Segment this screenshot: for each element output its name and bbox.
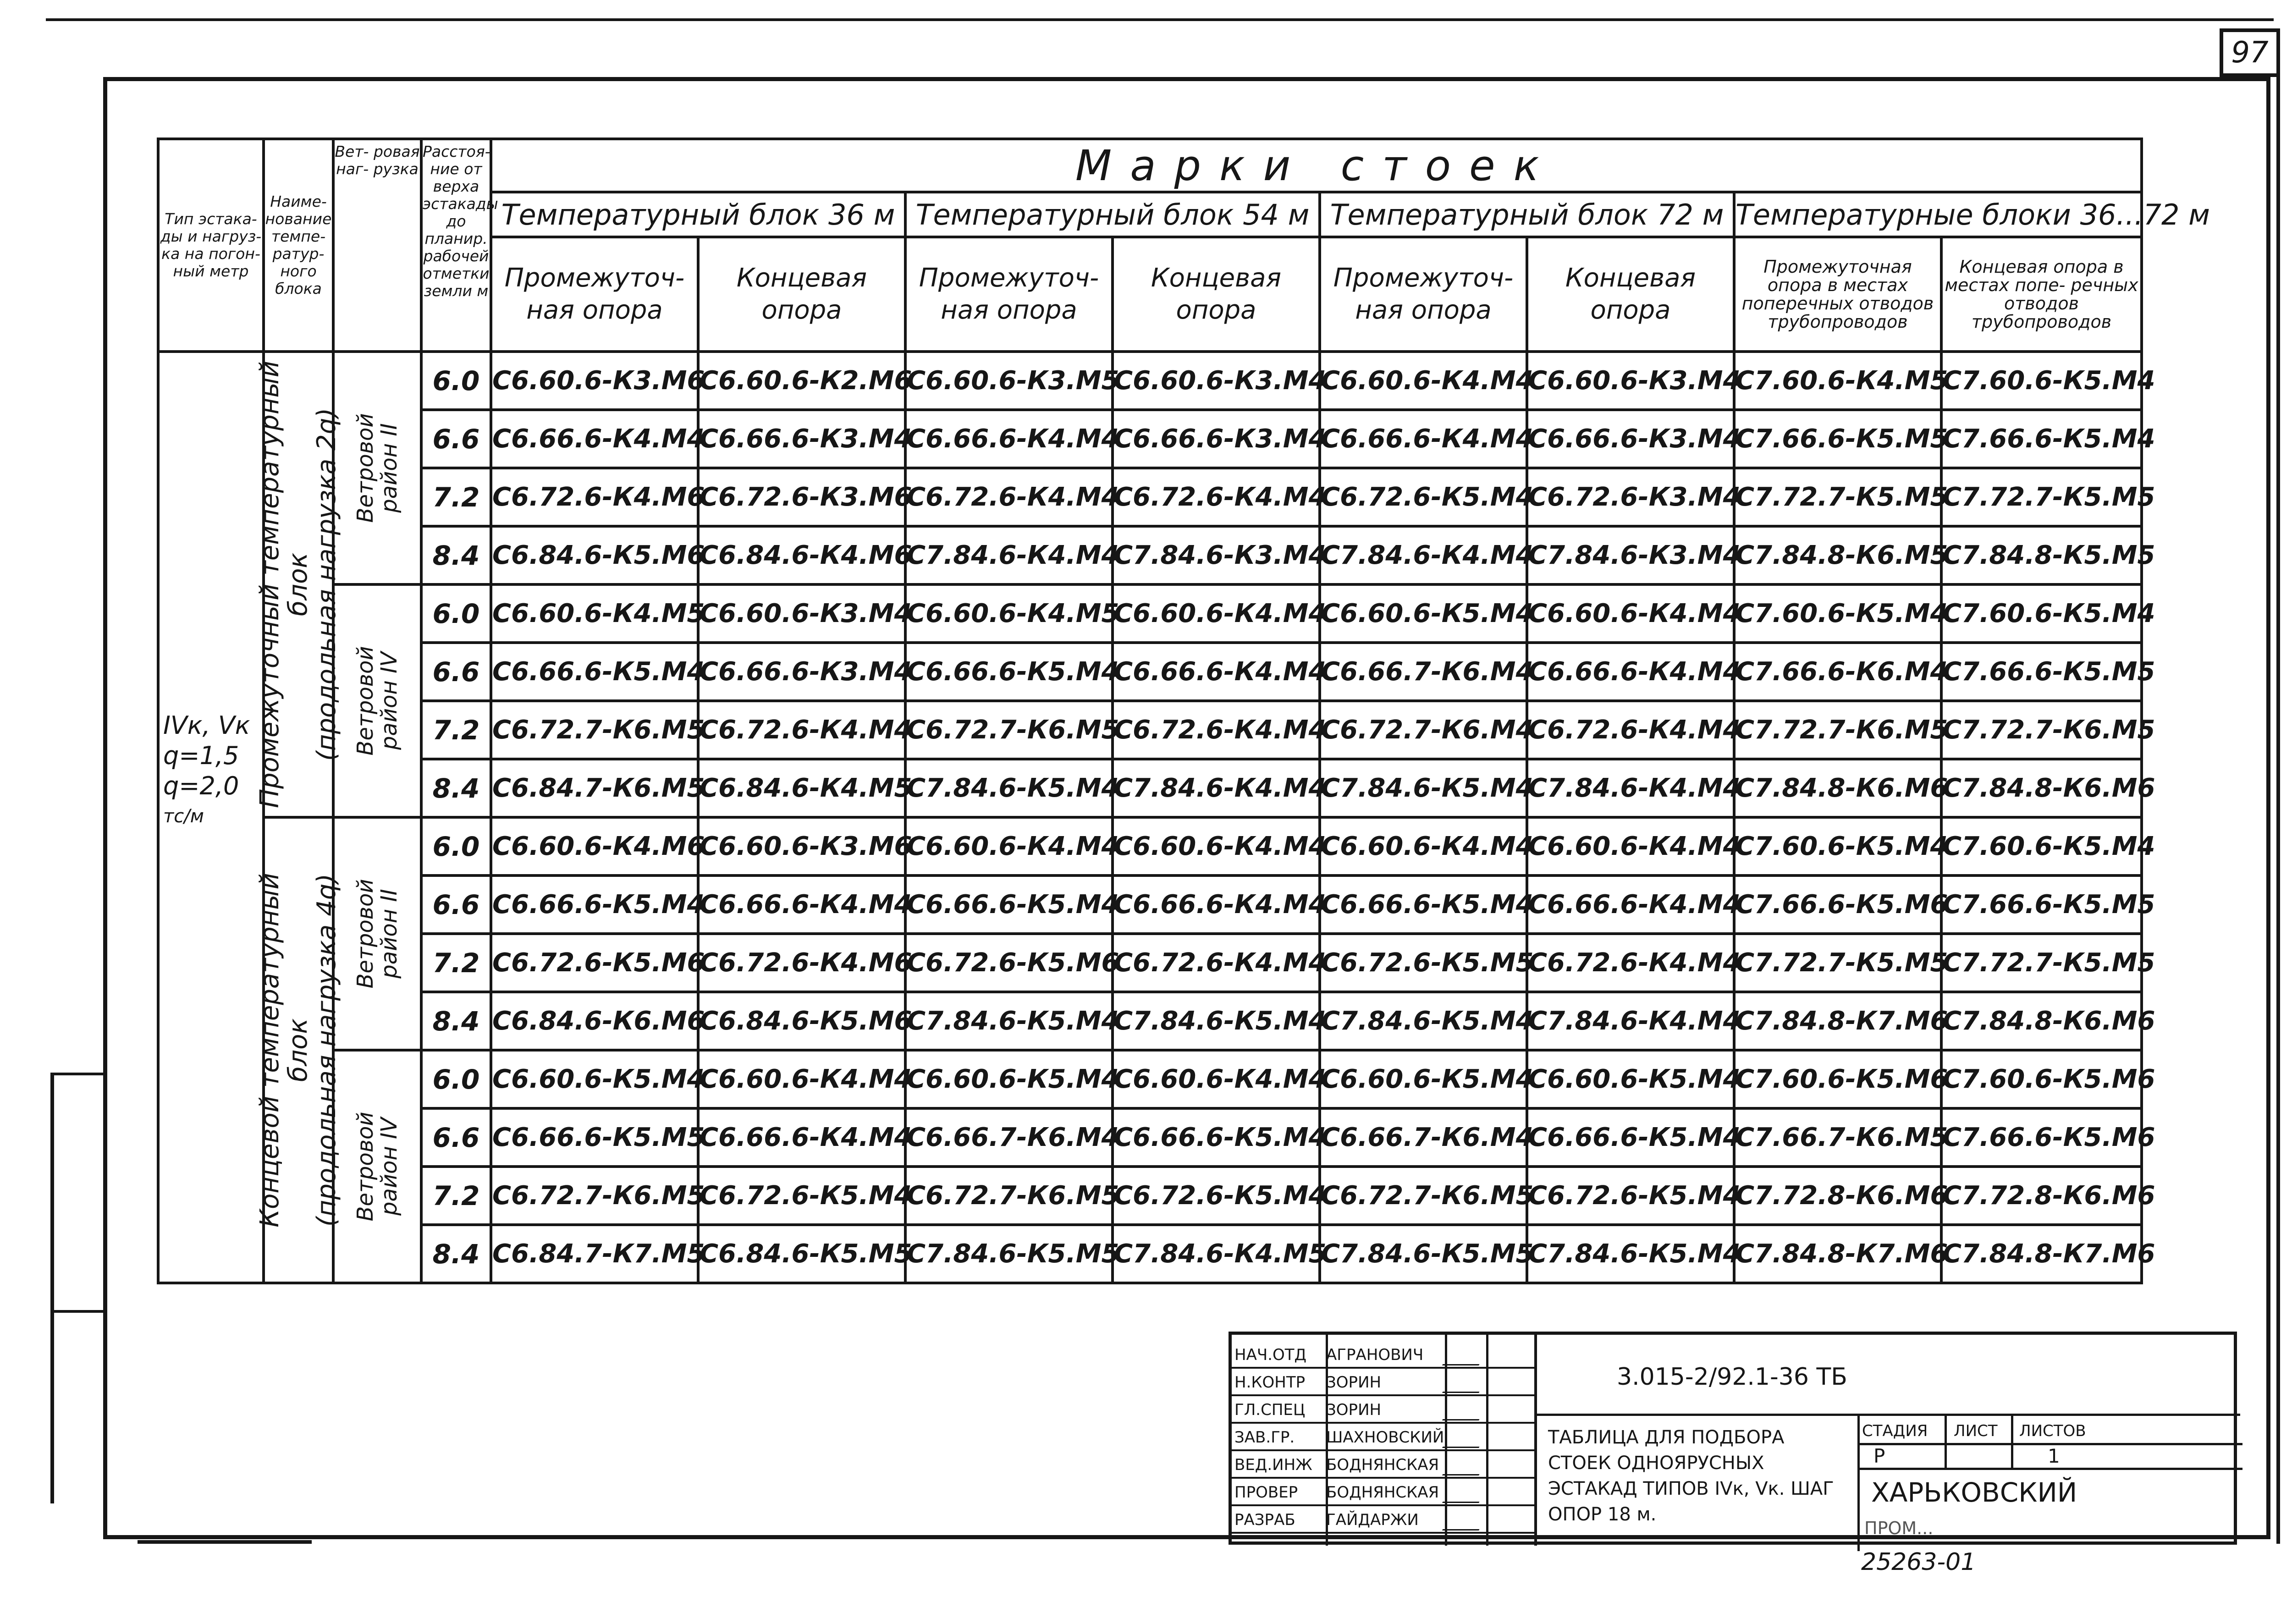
table-row bbox=[158, 352, 2142, 410]
distance-value: 6.6 bbox=[421, 643, 491, 701]
document-code: 3.015-2/92.1-36 ТБ bbox=[1617, 1363, 1847, 1391]
stand-mark-cell: С7.84.6-К4.М4 bbox=[1527, 992, 1734, 1050]
wind-region-wrap bbox=[335, 1051, 420, 1282]
support-header: Промежуточ- ная опора bbox=[491, 237, 698, 352]
stand-mark-cell: С7.66.6-К5.М5 bbox=[1941, 643, 2142, 701]
left-tick-line bbox=[50, 1310, 105, 1313]
block-72-header: Температурный блок 72 м bbox=[1320, 192, 1734, 237]
wind-distance-header-cell bbox=[333, 139, 498, 352]
table-row bbox=[158, 701, 2142, 759]
stand-mark-cell: С7.84.6-К4.М4 bbox=[1527, 759, 1734, 817]
stand-mark-cell: С6.84.6-К5.М6 bbox=[698, 992, 905, 1050]
stand-mark-cell: С6.72.6-К4.М4 bbox=[1113, 934, 1320, 992]
support-header: Промежуточ- ная опора bbox=[905, 237, 1113, 352]
signature-role: ЗАВ.ГР. bbox=[1234, 1428, 1295, 1447]
stand-mark-cell: С7.60.6-К5.М4 bbox=[1734, 584, 1941, 643]
wind-distance-header-inner bbox=[335, 140, 498, 350]
distance-value: 7.2 bbox=[421, 468, 491, 526]
handwritten-signature bbox=[1442, 1371, 1489, 1393]
stand-mark-cell: С6.84.6-К5.М6 bbox=[491, 526, 698, 584]
stand-mark-cell: С7.66.7-К6.М5 bbox=[1734, 1108, 1941, 1167]
stand-mark-cell: С7.66.6-К5.М6 bbox=[1941, 1108, 2142, 1167]
stand-mark-cell: С7.84.6-К5.М5 bbox=[1320, 1225, 1527, 1283]
stand-mark-cell: С6.72.6-К5.М4 bbox=[1320, 468, 1527, 526]
stand-mark-cell: С7.84.6-К5.М4 bbox=[1113, 992, 1320, 1050]
stand-mark-cell: С7.84.6-К3.М4 bbox=[1527, 526, 1734, 584]
stand-mark-cell: С7.72.7-К5.М5 bbox=[1941, 934, 2142, 992]
stand-mark-cell: С6.60.6-К4.М4 bbox=[1113, 1050, 1320, 1108]
stand-mark-cell: С6.60.6-К4.М4 bbox=[1527, 584, 1734, 643]
title-block-divider bbox=[1857, 1468, 2242, 1470]
table-row bbox=[158, 1225, 2142, 1283]
stand-mark-cell: С6.72.6-К4.М4 bbox=[1113, 701, 1320, 759]
wind-region-cell bbox=[333, 817, 421, 1050]
stand-mark-cell: С7.66.6-К6.М4 bbox=[1734, 643, 1941, 701]
stand-mark-cell: С6.66.6-К4.М4 bbox=[698, 875, 905, 934]
distance-value: 6.0 bbox=[421, 584, 491, 643]
wind-region-wrap bbox=[335, 586, 420, 816]
signature-name: ГАЙДАРЖИ bbox=[1326, 1511, 1419, 1529]
block-group-label bbox=[256, 873, 341, 1227]
stand-mark-cell: С7.84.6-К5.М4 bbox=[1527, 1225, 1734, 1283]
support-header: Концевая опора bbox=[1527, 237, 1734, 352]
signature-row-divider bbox=[1232, 1477, 1534, 1479]
stand-mark-cell: С7.84.8-К6.М6 bbox=[1941, 992, 2142, 1050]
stand-mark-cell: С6.84.6-К5.М5 bbox=[698, 1225, 905, 1283]
stand-mark-cell: С7.72.8-К6.М6 bbox=[1734, 1167, 1941, 1225]
wind-region-label bbox=[353, 1112, 401, 1221]
stand-mark-cell: С7.66.6-К5.М6 bbox=[1734, 875, 1941, 934]
stage-label: СТАДИЯ bbox=[1862, 1422, 1928, 1440]
stand-mark-cell: С7.60.6-К5.М6 bbox=[1734, 1050, 1941, 1108]
stand-mark-cell: С6.60.6-К3.М6 bbox=[491, 352, 698, 410]
stand-mark-cell: С6.72.7-К6.М5 bbox=[905, 1167, 1113, 1225]
stage-value: Р bbox=[1873, 1445, 1885, 1467]
stand-mark-cell: С6.60.6-К5.М4 bbox=[905, 1050, 1113, 1108]
stand-mark-cell: С6.60.6-К4.М5 bbox=[905, 584, 1113, 643]
stand-mark-cell: С7.66.6-К5.М4 bbox=[1941, 410, 2142, 468]
wind-region-line: район II bbox=[376, 889, 402, 979]
stand-mark-cell: С6.72.7-К6.М4 bbox=[1320, 701, 1527, 759]
stand-mark-cell: С6.66.7-К6.М4 bbox=[905, 1108, 1113, 1167]
block-group-cell bbox=[255, 352, 342, 817]
stand-mark-cell: С6.72.7-К6.М5 bbox=[1320, 1167, 1527, 1225]
handwritten-signature bbox=[1442, 1426, 1489, 1448]
stand-mark-cell: С7.60.6-К5.М4 bbox=[1734, 817, 1941, 875]
distance-value: 8.4 bbox=[421, 1225, 491, 1283]
stand-mark-cell: С7.84.8-К7.М6 bbox=[1734, 992, 1941, 1050]
signature-row-divider bbox=[1232, 1449, 1534, 1451]
stand-mark-cell: С6.66.6-К3.М4 bbox=[698, 643, 905, 701]
stand-mark-cell: С6.66.6-К4.М4 bbox=[905, 410, 1113, 468]
sheets-label: ЛИСТОВ bbox=[2019, 1422, 2086, 1440]
stand-mark-cell: С7.84.6-К4.М4 bbox=[1320, 526, 1527, 584]
type-cell-line: тс/м bbox=[163, 806, 204, 827]
wind-region-wrap bbox=[335, 819, 420, 1049]
stand-mark-cell: С6.72.7-К6.М5 bbox=[491, 701, 698, 759]
distance-value: 6.6 bbox=[421, 875, 491, 934]
wind-region-label bbox=[353, 879, 401, 988]
support-header: Концевая опора bbox=[1113, 237, 1320, 352]
signature-row-divider bbox=[1232, 1394, 1534, 1396]
distance-value: 6.0 bbox=[421, 1050, 491, 1108]
signature-name: БОДНЯНСКАЯ bbox=[1326, 1456, 1439, 1474]
stand-mark-cell: С6.72.7-К6.М5 bbox=[905, 701, 1113, 759]
stand-mark-cell: С6.60.6-К4.М4 bbox=[1320, 817, 1527, 875]
wind-region-wrap bbox=[335, 353, 420, 583]
wind-region-label bbox=[353, 646, 401, 755]
handwritten-signature bbox=[1442, 1399, 1489, 1420]
signature-role: РАЗРАБ bbox=[1234, 1511, 1295, 1529]
block-group-wrap bbox=[255, 353, 342, 816]
block-group-cell bbox=[255, 817, 342, 1283]
stand-mark-cell: С7.84.6-К5.М4 bbox=[905, 992, 1113, 1050]
title-block-divider bbox=[1534, 1335, 1537, 1546]
stand-mark-cell: С6.72.6-К3.М6 bbox=[698, 468, 905, 526]
signature-role: ГЛ.СПЕЦ bbox=[1234, 1401, 1306, 1419]
wind-region-line: Ветровой bbox=[353, 1112, 378, 1222]
stand-mark-cell: С7.84.6-К5.М5 bbox=[905, 1225, 1113, 1283]
type-header: Тип эстака- ды и нагруз- ка на погон- ный метр bbox=[158, 139, 264, 352]
signature-name: АГРАНОВИЧ bbox=[1326, 1346, 1424, 1364]
wind-region-line: район II bbox=[376, 423, 402, 513]
stand-mark-cell: С7.84.8-К6.М6 bbox=[1941, 759, 2142, 817]
signature-row-divider bbox=[1232, 1367, 1534, 1369]
sheet-number: 97 bbox=[2220, 28, 2280, 77]
distance-value: 7.2 bbox=[421, 701, 491, 759]
type-cell-content bbox=[163, 710, 255, 831]
support-header: Концевая опора в местах попе- речных отводов трубопроводов bbox=[1941, 237, 2142, 352]
stand-mark-cell: С6.72.6-К5.М4 bbox=[698, 1167, 905, 1225]
stand-mark-cell: С6.60.6-К4.М6 bbox=[491, 817, 698, 875]
stand-mark-cell: С6.66.6-К4.М4 bbox=[698, 1108, 905, 1167]
block-group-line: (продольная нагрузка 2q) bbox=[312, 407, 342, 761]
signature-name: БОДНЯНСКАЯ bbox=[1326, 1483, 1439, 1502]
stand-mark-cell: С7.84.8-К7.М6 bbox=[1734, 1225, 1941, 1283]
stand-mark-cell: С6.84.6-К4.М5 bbox=[698, 759, 905, 817]
top-edge-line bbox=[46, 18, 2274, 21]
block-group-line: Промежуточный температурный bbox=[255, 361, 285, 808]
stand-mark-cell: С6.72.6-К5.М4 bbox=[1113, 1167, 1320, 1225]
stand-mark-cell: С6.60.6-К5.М4 bbox=[491, 1050, 698, 1108]
stand-mark-cell: С6.60.6-К5.М4 bbox=[1527, 1050, 1734, 1108]
stand-mark-cell: С6.72.7-К6.М5 bbox=[491, 1167, 698, 1225]
stand-mark-cell: С7.72.7-К5.М5 bbox=[1734, 468, 1941, 526]
signature-name: ЗОРИН bbox=[1326, 1373, 1382, 1392]
wind-region-cell bbox=[333, 584, 421, 817]
stand-mark-cell: С6.60.6-К4.М4 bbox=[1113, 584, 1320, 643]
distance-value: 8.4 bbox=[421, 526, 491, 584]
title-block-divider bbox=[2011, 1414, 2013, 1468]
left-tick-line bbox=[50, 1073, 105, 1075]
wind-region-label bbox=[353, 413, 401, 523]
stand-mark-cell: С7.84.8-К6.М6 bbox=[1734, 759, 1941, 817]
stand-mark-cell: С6.66.6-К5.М4 bbox=[491, 875, 698, 934]
stand-mark-cell: С6.66.6-К3.М4 bbox=[698, 410, 905, 468]
stand-mark-cell: С6.72.6-К4.М6 bbox=[698, 934, 905, 992]
distance-value: 6.6 bbox=[421, 1108, 491, 1167]
stand-mark-cell: С6.66.6-К5.М4 bbox=[1527, 1108, 1734, 1167]
table-row bbox=[158, 1050, 2142, 1108]
table-row bbox=[158, 934, 2142, 992]
block-36-header: Температурный блок 36 м bbox=[491, 192, 905, 237]
table-row bbox=[158, 875, 2142, 934]
wind-region-cell bbox=[333, 1050, 421, 1283]
distance-value: 8.4 bbox=[421, 759, 491, 817]
stand-mark-cell: С6.60.6-К4.М4 bbox=[1527, 817, 1734, 875]
stand-mark-cell: С7.84.6-К3.М4 bbox=[1113, 526, 1320, 584]
stand-mark-cell: С7.84.8-К7.М6 bbox=[1941, 1225, 2142, 1283]
table-row bbox=[158, 468, 2142, 526]
organization-subtitle: ПРОМ... bbox=[1864, 1518, 1934, 1538]
support-header: Промежуточная опора в местах поперечных отводов трубопроводов bbox=[1734, 237, 1941, 352]
signature-role: НАЧ.ОТД bbox=[1234, 1346, 1307, 1364]
type-cell bbox=[158, 352, 264, 1283]
stand-mark-cell: С7.60.6-К4.М5 bbox=[1734, 352, 1941, 410]
wind-load-header: Вет- ровая наг- рузка bbox=[335, 140, 421, 350]
type-cell-line: q=1,5 bbox=[163, 741, 239, 770]
block-group-line: (продольная нагрузка 4q) bbox=[312, 873, 342, 1227]
stand-mark-cell: С6.60.6-К4.М4 bbox=[1113, 817, 1320, 875]
table-row bbox=[158, 1108, 2142, 1167]
stand-mark-cell: С6.72.6-К5.М6 bbox=[491, 934, 698, 992]
wind-region-line: Ветровой bbox=[353, 646, 378, 756]
block-36-72-header: Температурные блоки 36...72 м bbox=[1734, 192, 2142, 237]
stand-mark-cell: С7.60.6-К5.М4 bbox=[1941, 817, 2142, 875]
block-group-label bbox=[256, 361, 341, 808]
stand-mark-cell: С6.66.7-К6.М4 bbox=[1320, 643, 1527, 701]
stand-mark-cell: С7.60.6-К5.М4 bbox=[1941, 584, 2142, 643]
stand-mark-cell: С6.60.6-К4.М4 bbox=[1320, 352, 1527, 410]
wind-region-line: район IV bbox=[376, 651, 402, 750]
signature-role: ВЕД.ИНЖ bbox=[1234, 1456, 1312, 1474]
stand-mark-cell: С6.60.6-К3.М4 bbox=[1527, 352, 1734, 410]
stand-mark-cell: С6.72.6-К5.М5 bbox=[1320, 934, 1527, 992]
stand-mark-cell: С6.60.6-К5.М4 bbox=[1320, 1050, 1527, 1108]
block-group-wrap bbox=[255, 819, 342, 1282]
distance-value: 6.0 bbox=[421, 352, 491, 410]
stand-mark-cell: С6.66.6-К5.М4 bbox=[1320, 875, 1527, 934]
stand-mark-cell: С6.66.7-К6.М4 bbox=[1320, 1108, 1527, 1167]
handwritten-signature bbox=[1442, 1509, 1489, 1530]
left-binding-line bbox=[50, 1073, 54, 1503]
stand-mark-cell: С7.84.6-К4.М4 bbox=[1113, 759, 1320, 817]
stand-mark-cell: С7.66.6-К5.М5 bbox=[1941, 875, 2142, 934]
block-group-line: блок bbox=[283, 552, 313, 617]
type-cell-line: q=2,0 bbox=[163, 771, 239, 800]
stand-mark-cell: С7.60.6-К5.М4 bbox=[1941, 352, 2142, 410]
stand-mark-cell: С6.66.6-К4.М4 bbox=[1113, 643, 1320, 701]
table-row bbox=[158, 1167, 2142, 1225]
stand-mark-cell: С7.84.6-К4.М5 bbox=[1113, 1225, 1320, 1283]
stand-mark-cell: С6.60.6-К3.М5 bbox=[905, 352, 1113, 410]
table-row bbox=[158, 410, 2142, 468]
stand-mark-cell: С7.84.6-К5.М4 bbox=[905, 759, 1113, 817]
stand-mark-cell: С6.72.6-К5.М4 bbox=[1527, 1167, 1734, 1225]
title-block bbox=[1229, 1332, 2237, 1545]
handwritten-signature bbox=[1442, 1481, 1489, 1503]
sheet-label: ЛИСТ bbox=[1954, 1422, 1998, 1440]
signature-role: ПРОВЕР bbox=[1234, 1483, 1298, 1502]
stand-mark-cell: С6.60.6-К4.М5 bbox=[491, 584, 698, 643]
distance-value: 6.0 bbox=[421, 817, 491, 875]
stand-mark-cell: С7.72.7-К6.М5 bbox=[1734, 701, 1941, 759]
stand-mark-cell: С7.84.6-К5.М4 bbox=[1320, 992, 1527, 1050]
stand-mark-cell: С6.72.6-К4.М4 bbox=[1527, 701, 1734, 759]
table-row bbox=[158, 992, 2142, 1050]
stand-mark-cell: С6.72.6-К5.М6 bbox=[905, 934, 1113, 992]
stand-mark-cell: С7.72.8-К6.М6 bbox=[1941, 1167, 2142, 1225]
stand-mark-cell: С7.72.7-К6.М5 bbox=[1941, 701, 2142, 759]
stand-mark-cell: С6.66.6-К4.М4 bbox=[1527, 875, 1734, 934]
table-body bbox=[158, 139, 2210, 1283]
stand-mark-cell: С6.66.6-К3.М4 bbox=[1113, 410, 1320, 468]
right-edge-line bbox=[2276, 77, 2280, 1544]
stand-mark-cell: С6.60.6-К3.М6 bbox=[698, 817, 905, 875]
stand-mark-cell: С7.84.8-К5.М5 bbox=[1941, 526, 2142, 584]
signature-row-divider bbox=[1232, 1504, 1534, 1506]
table-row bbox=[158, 817, 2142, 875]
support-header: Концевая опора bbox=[698, 237, 905, 352]
stand-mark-cell: С6.72.6-К4.М4 bbox=[1113, 468, 1320, 526]
marks-title: Марки стоек bbox=[491, 139, 2142, 192]
signature-role: Н.КОНТР bbox=[1234, 1373, 1306, 1392]
stand-mark-cell: С6.66.6-К4.М4 bbox=[1320, 410, 1527, 468]
block-group-line: блок bbox=[283, 1018, 313, 1082]
signature-name: ШАХНОВСКИЙ bbox=[1326, 1428, 1444, 1447]
stand-mark-cell: С7.84.8-К6.М5 bbox=[1734, 526, 1941, 584]
stand-mark-cell: С6.60.6-К2.М6 bbox=[698, 352, 905, 410]
stand-mark-cell: С6.84.7-К6.М5 bbox=[491, 759, 698, 817]
table-row bbox=[158, 584, 2142, 643]
distance-value: 8.4 bbox=[421, 992, 491, 1050]
stand-mark-cell: С6.66.6-К5.М4 bbox=[1113, 1108, 1320, 1167]
organization-name: ХАРЬКОВСКИЙ bbox=[1871, 1477, 2077, 1508]
title-block-divider bbox=[1945, 1414, 1947, 1468]
stand-mark-cell: С6.60.6-К4.М4 bbox=[905, 817, 1113, 875]
stand-mark-cell: С7.72.7-К5.М5 bbox=[1941, 468, 2142, 526]
wind-region-line: район IV bbox=[376, 1117, 402, 1216]
type-cell-line: IVк, Vк bbox=[163, 711, 250, 740]
title-block-divider bbox=[1534, 1414, 2240, 1416]
stand-mark-cell: С6.66.6-К4.М4 bbox=[491, 410, 698, 468]
distance-value: 6.6 bbox=[421, 410, 491, 468]
stand-mark-cell: С6.66.6-К5.М4 bbox=[491, 643, 698, 701]
wind-region-line: Ветровой bbox=[353, 879, 378, 989]
stand-mark-cell: С7.84.6-К5.М4 bbox=[1320, 759, 1527, 817]
stand-mark-cell: С6.60.6-К4.М4 bbox=[698, 1050, 905, 1108]
support-header: Промежуточ- ная опора bbox=[1320, 237, 1527, 352]
stand-mark-cell: С6.72.6-К4.М4 bbox=[698, 701, 905, 759]
stand-mark-cell: С6.66.6-К5.М4 bbox=[905, 643, 1113, 701]
stand-mark-cell: С7.66.6-К5.М5 bbox=[1734, 410, 1941, 468]
document-title: ТАБЛИЦА ДЛЯ ПОДБОРА СТОЕК ОДНОЯРУСНЫХ ЭСТАКАД ТИПОВ IVк, Vк. ШАГ ОПОР 18 м. bbox=[1548, 1427, 1834, 1525]
stand-mark-cell: С6.66.6-К4.М4 bbox=[1113, 875, 1320, 934]
stand-mark-cell: С6.84.6-К4.М6 bbox=[698, 526, 905, 584]
distance-value: 7.2 bbox=[421, 1167, 491, 1225]
signature-row-divider bbox=[1232, 1532, 1534, 1534]
stands-selection-table bbox=[157, 138, 2210, 1284]
table-row bbox=[158, 526, 2142, 584]
stand-mark-cell: С6.66.6-К4.М4 bbox=[1527, 643, 1734, 701]
wind-region-cell bbox=[333, 352, 421, 584]
stand-mark-cell: С6.60.6-К5.М4 bbox=[1320, 584, 1527, 643]
stand-mark-cell: С7.60.6-К5.М6 bbox=[1941, 1050, 2142, 1108]
table-row bbox=[158, 759, 2142, 817]
stand-mark-cell: С6.72.6-К4.М4 bbox=[905, 468, 1113, 526]
wind-region-line: Ветровой bbox=[353, 413, 378, 523]
table-row bbox=[158, 643, 2142, 701]
signature-name: ЗОРИН bbox=[1326, 1401, 1382, 1419]
block-group-line: Концевой температурный bbox=[255, 873, 285, 1228]
stand-mark-cell: С6.66.6-К5.М4 bbox=[905, 875, 1113, 934]
stand-mark-cell: С7.84.6-К4.М4 bbox=[905, 526, 1113, 584]
stand-mark-cell: С6.84.7-К7.М5 bbox=[491, 1225, 698, 1283]
handwritten-signature bbox=[1442, 1454, 1489, 1475]
sheets-value: 1 bbox=[2048, 1445, 2060, 1467]
distance-header: Расстоя- ние от верха эстакады до планир. рабочей отметки земли м bbox=[423, 143, 498, 300]
bottom-number: 25263-01 bbox=[1861, 1548, 1976, 1576]
stand-mark-cell: С7.72.7-К5.М5 bbox=[1734, 934, 1941, 992]
stand-mark-cell: С6.72.6-К4.М4 bbox=[1527, 934, 1734, 992]
bottom-dash-line bbox=[138, 1540, 312, 1544]
block-54-header: Температурный блок 54 м bbox=[905, 192, 1320, 237]
stand-mark-cell: С6.66.6-К5.М5 bbox=[491, 1108, 698, 1167]
title-block-divider bbox=[1857, 1414, 1860, 1551]
stand-mark-cell: С6.60.6-К3.М4 bbox=[1113, 352, 1320, 410]
handwritten-signature bbox=[1442, 1344, 1489, 1365]
stand-mark-cell: С6.72.6-К4.М6 bbox=[491, 468, 698, 526]
distance-value: 7.2 bbox=[421, 934, 491, 992]
stand-mark-cell: С6.60.6-К3.М4 bbox=[698, 584, 905, 643]
stand-mark-cell: С6.72.6-К3.М4 bbox=[1527, 468, 1734, 526]
signature-row-divider bbox=[1232, 1422, 1534, 1424]
stand-mark-cell: С6.66.6-К3.М4 bbox=[1527, 410, 1734, 468]
stand-mark-cell: С6.84.6-К6.М6 bbox=[491, 992, 698, 1050]
block-name-header: Наиме- нование темпе- ратур- ного блока bbox=[264, 139, 333, 352]
